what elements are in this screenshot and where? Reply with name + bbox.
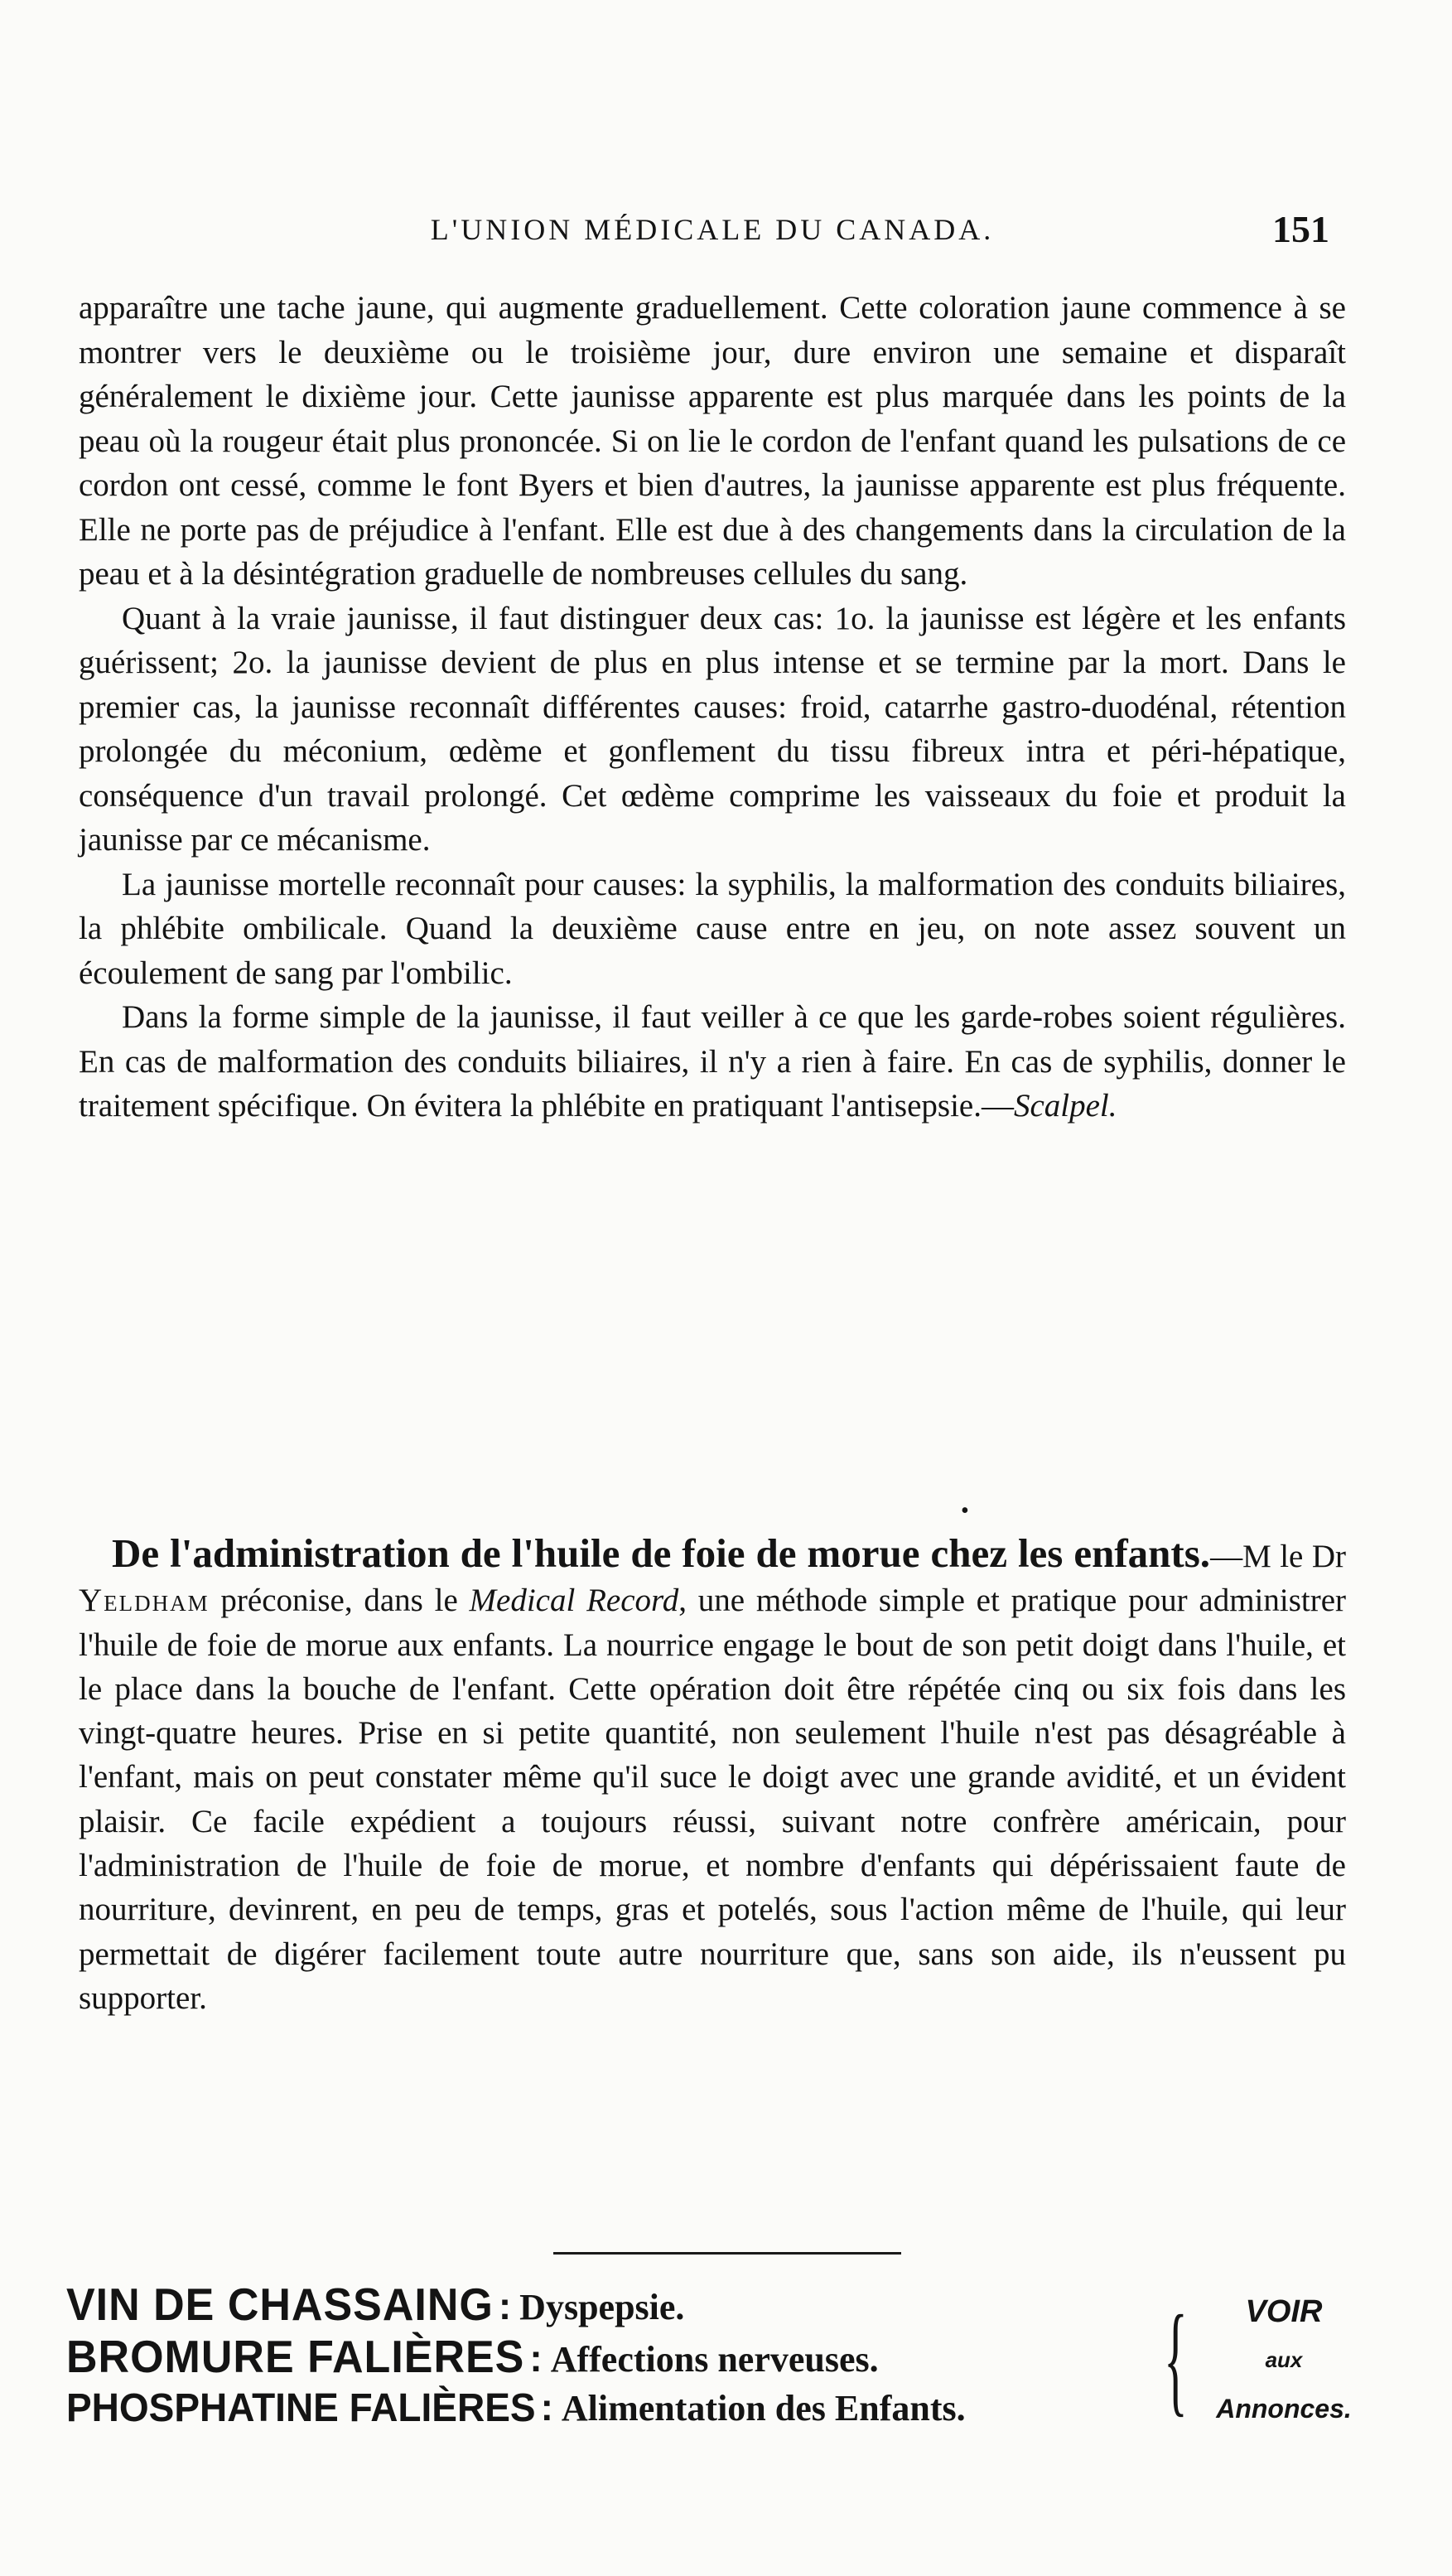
see-announcements-note	[1193, 2287, 1375, 2434]
article-text-1: préconise, dans le	[209, 1583, 470, 1619]
voir-label: VOIR	[1245, 2294, 1323, 2329]
ad-separator: :	[498, 2284, 512, 2327]
separator-rule	[553, 2252, 901, 2255]
annonces-label: Annonces.	[1216, 2394, 1352, 2424]
page-number: 151	[1272, 208, 1329, 250]
ad-separator: :	[529, 2337, 543, 2380]
article-cod-liver-oil	[79, 1531, 1346, 2020]
ad-line-bromure	[66, 2332, 879, 2382]
ad-indication: Alimentation des Enfants.	[561, 2388, 966, 2429]
aux-label: aux	[1265, 2347, 1303, 2372]
ad-product: PHOSPHATINE FALIÈRES	[66, 2384, 536, 2430]
paragraph-fatal-jaundice: La jaunisse mortelle reconnaît pour causes: la syphilis, la malformation des conduits biliaires, la phlébite ombilicale. Quand la deuxième cause entre en jeu, on note assez souvent un écoulement de sang par l'ombilic.	[79, 866, 1346, 991]
section-ornament: •	[961, 1498, 969, 1524]
journal-name: Medical Record	[469, 1583, 679, 1619]
ad-line-chassaing	[66, 2280, 684, 2330]
paragraph-jaundice-apparent: apparaître une tache jaune, qui augmente graduellement. Cette coloration jaune commence à se montrer vers le deuxième ou le troisième jour, dure environ une semaine et disparaît généralement le dixième jour. Cette jaunisse apparente est plus marquée dans les points de la peau où la rougeur était plus prononcée. Si on lie le cordon de l'enfant quand les pulsations de ce cordon ont cessé, comme le font Byers et bien d'autres, la jaunisse apparente est plus fréquente. Elle ne porte pas de préjudice à l'enfant. Elle est due à des changements dans la circulation de la peau et à la désintégration graduelle de nombreuses cellules du sang.	[79, 290, 1346, 592]
article-author: Yeldham	[79, 1583, 210, 1619]
running-head	[79, 207, 1346, 257]
running-title: L'UNION MÉDICALE DU CANADA.	[430, 213, 995, 246]
ad-indication: Dyspepsie.	[519, 2287, 685, 2327]
article-continued	[79, 286, 1346, 1129]
treatment-text: Dans la forme simple de la jaunisse, il faut veiller à ce que les garde-robes soient régulières. En cas de malformation des conduits biliaires, il n'y a rien à faire. En cas de syphilis, donner le traitement spécifique. On évitera la phlébite en pratiquant l'antisepsie.—	[79, 999, 1346, 1124]
paragraph-treatment	[79, 995, 1346, 1129]
ad-product: VIN DE CHASSAING	[66, 2279, 494, 2331]
ad-product: BROMURE FALIÈRES	[66, 2332, 525, 2383]
curly-brace-icon: {	[1164, 2290, 1188, 2428]
ad-indication: Affections nerveuses.	[550, 2339, 879, 2380]
article-body	[79, 1531, 1346, 2020]
article-text-2: , une méthode simple et pratique pour administrer l'huile de foie de morue aux enfants. La nourrice engage le bout de son petit doigt dans l'huile, et le place dans la bouche de l'enfant. Cette opération doit être répétée cinq ou six fois dans les vingt-quatre heures. Prise en si petite quantité, non seulement l'huile n'est pas désagréable à l'enfant, mais on peut constater même qu'il suce le doigt avec une grande avidité, et un évident plaisir. Ce facile expédient a toujours réussi, suivant notre confrère américain, pour l'administration de l'huile de foie de morue, et nombre d'enfants qui dépérissaient faute de nourriture, devinrent, en peu de temps, gras et potelés, sous l'action même de l'huile, qui leur permettait de digérer facilement toute autre nourriture que, sans son aide, ils n'eussent pu supporter.	[79, 1583, 1346, 2016]
ad-line-phosphatine	[66, 2385, 966, 2434]
article-lead: —M le Dr	[1210, 1539, 1346, 1574]
paragraph-true-jaundice: Quant à la vraie jaunisse, il faut distinguer deux cas: 1o. la jaunisse est légère et les enfants guérissent; 2o. la jaunisse devient de plus en plus intense et se termine par la mort. Dans le premier cas, la jaunisse reconnaît différentes causes: froid, catarrhe gastro-duodénal, rétention prolongée du méconium, œdème et gonflement du tissu fibreux intra et péri-hépatique, conséquence d'un travail prolongé. Cet œdème comprime les vaisseaux du foie et produit la jaunisse par ce mécanisme.	[79, 600, 1346, 858]
article-title: De l'administration de l'huile de foie de morue chez les enfants.	[112, 1530, 1211, 1576]
ad-separator: :	[540, 2385, 553, 2429]
source-citation: Scalpel.	[1013, 1088, 1117, 1124]
